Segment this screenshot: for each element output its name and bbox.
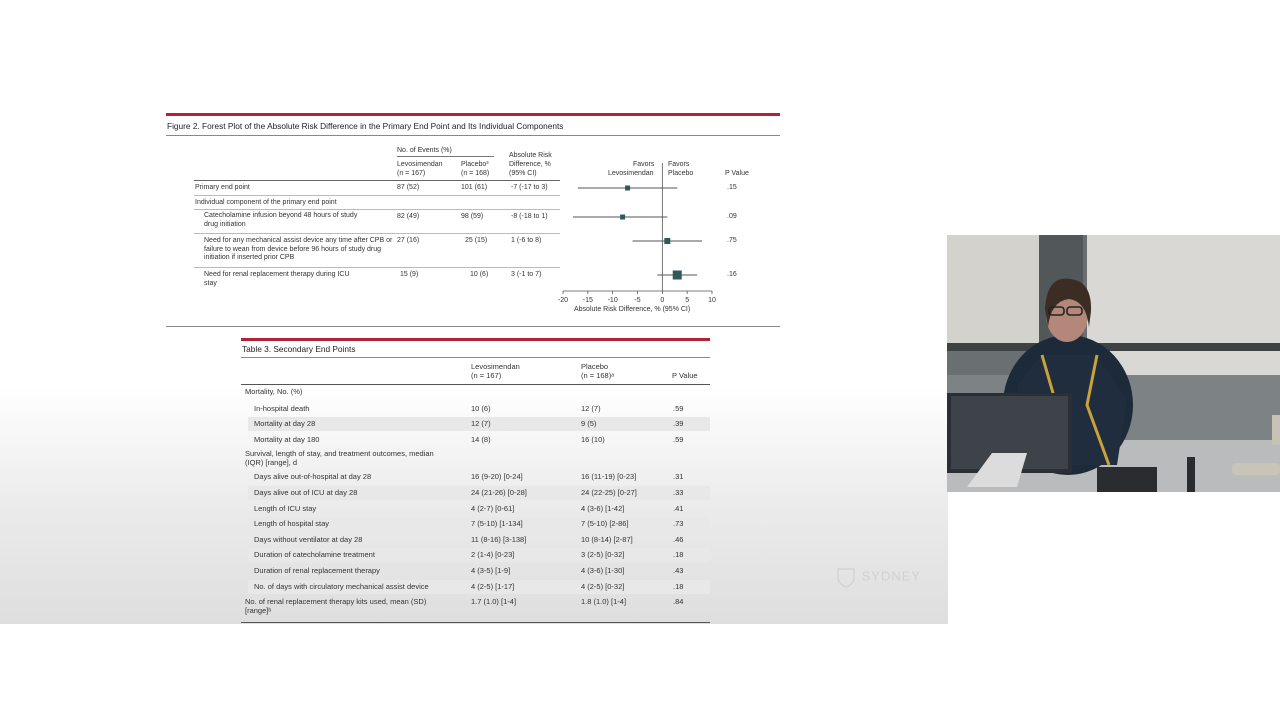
table-cell-label: Duration of catecholamine treatment	[254, 550, 375, 560]
row-mechanical-label: Need for any mechanical assist device any time after CPB or failure to wean from device before 96 hours of study drug initiation if inserted prior CPB	[204, 237, 393, 262]
row-renal-label: Need for renal replacement therapy during ICU stay	[204, 271, 350, 287]
row-primary-ard: -7 (-17 to 3)	[511, 184, 548, 191]
table-section-label: Mortality, No. (%)	[245, 387, 303, 396]
table-cell-p-value: .33	[673, 488, 684, 497]
table-cell-p-value: .59	[673, 434, 684, 444]
table-cell-placebo: 24 (22-25) [0-27]	[581, 488, 637, 497]
x-tick-label: -5	[634, 297, 641, 304]
table-cell-placebo: 16 (10)	[581, 434, 605, 444]
table-title: Table 3. Secondary End Points	[242, 344, 356, 354]
header-ard-2: Difference, %	[509, 161, 551, 168]
crest-icon	[835, 566, 857, 588]
x-tick-label: -10	[607, 297, 618, 304]
table-cell-placebo: 7 (5-10) [2-86]	[581, 519, 629, 529]
row-renal-placebo: 10 (6)	[470, 271, 489, 278]
x-tick-label: 0	[660, 297, 665, 304]
point-estimate-marker	[620, 215, 625, 220]
table-cell-label: Mortality at day 28	[254, 419, 316, 429]
table-title-rule	[241, 357, 710, 358]
table-cell-placebo: 4 (3-6) [1-42]	[581, 503, 625, 513]
col-header-p-value: P Value	[672, 371, 698, 380]
table-cell-p-value: .43	[673, 566, 684, 575]
x-tick-label: 10	[708, 297, 716, 304]
secondary-endpoints-table	[241, 338, 710, 623]
col-header-placebo-n: (n = 168)ᵃ	[581, 371, 615, 380]
row-individual-section: Individual component of the primary end point	[195, 199, 337, 206]
forest-plot-chart	[166, 113, 780, 327]
header-ard-3: (95% CI)	[509, 170, 537, 177]
presenter-video	[947, 235, 1280, 492]
table-cell-label: Mortality at day 180	[254, 434, 320, 444]
row-primary-p: .15	[727, 184, 737, 191]
header-favors-left: Favors	[633, 161, 655, 168]
header-levosimendan: Levosimendan	[397, 161, 443, 168]
table-cell-label: Days alive out of ICU at day 28	[254, 488, 358, 497]
table-cell-levosimendan: 11 (8-16) [3-138]	[471, 534, 527, 544]
row-catecholamine-placebo: 98 (59)	[461, 213, 484, 220]
table-cell-placebo: 4 (3-6) [1-30]	[581, 566, 625, 575]
table-cell-levosimendan: 2 (1-4) [0-23]	[471, 550, 515, 560]
col-header-placebo: Placebo	[581, 362, 609, 371]
table-cell-p-value: .31	[673, 472, 684, 482]
row-catecholamine-ard: -8 (-18 to 1)	[511, 213, 548, 220]
table-cell-p-value: .73	[673, 519, 684, 529]
row-mechanical-levo: 27 (16)	[397, 237, 420, 244]
row-catecholamine-p: .09	[727, 213, 737, 220]
events-header: No. of Events (%)	[397, 147, 452, 154]
row-mechanical-placebo: 25 (15)	[465, 237, 488, 244]
table-bottom-rule	[241, 622, 710, 623]
table-cell-p-value: .59	[673, 403, 684, 413]
table-cell-label: Days alive out-of-hospital at day 28	[254, 472, 372, 482]
table-cell-label: Length of ICU stay	[254, 503, 317, 513]
header-favors-levosimendan: Levosimendan	[608, 170, 654, 177]
table-cell-label: No. of days with circulatory mechanical assist device	[254, 581, 429, 591]
table-cell-p-value: .18	[673, 581, 684, 591]
row-catecholamine-label: Catecholamine infusion beyond 48 hours of study drug initiation	[204, 212, 358, 228]
header-placebo-n: (n = 168)	[461, 170, 490, 177]
table-title-bar	[241, 338, 710, 341]
table-cell-levosimendan: 12 (7)	[471, 419, 491, 429]
row-primary-label: Primary end point	[195, 184, 250, 191]
forest-plot-figure	[166, 113, 780, 327]
table-cell-levosimendan: 1.7 (1.0) [1-4]	[471, 597, 517, 607]
table-cell-placebo: 1.8 (1.0) [1-4]	[581, 597, 627, 607]
logo-text: SYDNEY	[861, 568, 922, 584]
table-cell-placebo: 10 (8-14) [2-87]	[581, 534, 633, 544]
table-cell-placebo: 3 (2-5) [0-32]	[581, 550, 625, 560]
figure-bottom-rule	[166, 326, 780, 327]
table-cell-label: Days without ventilator at day 28	[254, 534, 363, 544]
table-cell-placebo: 12 (7)	[581, 403, 601, 413]
figure-title: Figure 2. Forest Plot of the Absolute Risk Difference in the Primary End Point and Its Individual Components	[167, 121, 564, 131]
header-ard-1: Absolute Risk	[509, 152, 552, 159]
table-cell-p-value: .41	[673, 503, 684, 513]
table-section-label: Survival, length of stay, and treatment outcomes, median (IQR) [range], d	[245, 449, 434, 467]
header-favors-right: Favors	[668, 161, 690, 168]
row-primary-levo: 87 (52)	[397, 184, 420, 191]
table-cell-placebo: 16 (11-19) [0-23]	[581, 472, 637, 482]
header-placebo: Placebo³	[461, 161, 489, 168]
table-cell-p-value: .18	[673, 550, 684, 560]
table-cell-levosimendan: 4 (2-5) [1-17]	[471, 581, 515, 591]
table-cell-label: In-hospital death	[254, 403, 310, 413]
x-tick-label: 5	[685, 297, 690, 304]
row-catecholamine-levo: 82 (49)	[397, 213, 420, 220]
header-levosimendan-n: (n = 167)	[397, 170, 426, 177]
table-cell-levosimendan: 16 (9-20) [0-24]	[471, 472, 523, 482]
table-cell-levosimendan: 10 (6)	[471, 403, 491, 413]
table-cell-label: No. of renal replacement therapy kits used, mean (SD) [range]ᵇ	[245, 597, 427, 615]
x-axis-label: Absolute Risk Difference, % (95% CI)	[574, 306, 691, 313]
table-cell-levosimendan: 4 (3-5) [1-9]	[471, 566, 511, 575]
table-cell-levosimendan: 24 (21-26) [0-28]	[471, 488, 527, 497]
table-cell-levosimendan: 4 (2-7) [0-61]	[471, 503, 515, 513]
table-cell-placebo: 4 (2-5) [0-32]	[581, 581, 625, 591]
x-tick-label: -20	[557, 297, 569, 304]
point-estimate-marker	[664, 238, 670, 244]
point-estimate-marker	[625, 186, 630, 191]
table-cell-placebo: 9 (5)	[581, 419, 597, 429]
row-renal-levo: 15 (9)	[400, 271, 419, 278]
row-mechanical-p: .75	[727, 237, 737, 244]
table-cell-levosimendan: 7 (5-10) [1-134]	[471, 519, 523, 529]
university-logo	[835, 566, 921, 588]
row-renal-p: .16	[727, 271, 737, 278]
table-cell-label: Duration of renal replacement therapy	[254, 566, 380, 575]
col-header-levosimendan: Levosimendan	[471, 362, 520, 371]
table-header-rule	[241, 384, 710, 385]
table-cell-p-value: .46	[673, 534, 684, 544]
table-cell-p-value: .84	[673, 597, 684, 607]
header-favors-placebo: Placebo	[668, 170, 694, 177]
header-p-value: P Value	[725, 170, 749, 177]
point-estimate-marker	[673, 271, 682, 280]
table-cell-levosimendan: 14 (8)	[471, 434, 491, 444]
table-cell-p-value: .39	[673, 419, 684, 429]
col-header-levosimendan-n: (n = 167)	[471, 371, 502, 380]
row-renal-ard: 3 (-1 to 7)	[511, 271, 542, 278]
row-mechanical-ard: 1 (-6 to 8)	[511, 237, 542, 244]
table-cell-label: Length of hospital stay	[254, 519, 330, 529]
presenter-camera-image	[947, 235, 1280, 492]
x-tick-label: -15	[582, 297, 593, 304]
row-primary-placebo: 101 (61)	[461, 184, 488, 191]
